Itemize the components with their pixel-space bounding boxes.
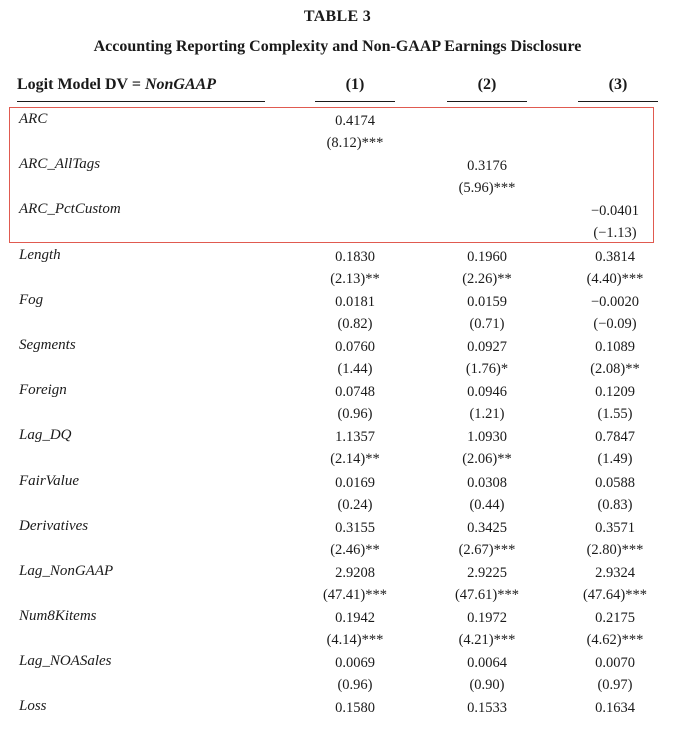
t-statistic: (0.97) bbox=[597, 677, 633, 694]
t-statistic: (0.82) bbox=[337, 315, 373, 332]
t-statistic bbox=[442, 720, 532, 740]
cell-col-3 bbox=[570, 518, 660, 560]
t-statistic: (2.67)*** bbox=[458, 541, 516, 558]
column-header-3 bbox=[578, 76, 658, 94]
header-rule bbox=[17, 101, 265, 102]
coefficient bbox=[310, 201, 400, 221]
t-statistic: (−1.13) bbox=[593, 225, 637, 242]
column-header-1-label: (1) bbox=[345, 76, 365, 93]
coefficient: 0.3176 bbox=[467, 158, 507, 175]
t-statistic: (4.62)*** bbox=[586, 632, 644, 649]
variable-name: ARC_PctCustom bbox=[19, 201, 121, 218]
cell-col-2 bbox=[442, 608, 532, 650]
t-statistic: (−0.09) bbox=[593, 315, 637, 332]
coefficient: 0.0069 bbox=[335, 655, 375, 672]
cell-col-1 bbox=[310, 201, 400, 243]
coefficient: −0.0401 bbox=[590, 203, 640, 220]
coefficient: 0.1089 bbox=[595, 338, 635, 355]
t-statistic: (0.71) bbox=[469, 315, 505, 332]
coefficient: 1.0930 bbox=[467, 429, 507, 446]
variable-name: Lag_NonGAAP bbox=[19, 562, 114, 579]
cell-col-3 bbox=[570, 608, 660, 650]
t-statistic: (2.13)** bbox=[330, 270, 380, 287]
column-header-1-rule bbox=[315, 101, 395, 102]
cell-col-3 bbox=[570, 201, 660, 243]
variable-name: Fog bbox=[19, 291, 44, 308]
t-statistic: (0.96) bbox=[337, 406, 373, 423]
coefficient: 0.0588 bbox=[595, 474, 635, 491]
table-row bbox=[0, 292, 675, 337]
column-header-2 bbox=[447, 76, 527, 94]
table-row bbox=[0, 337, 675, 382]
coefficient bbox=[442, 201, 532, 221]
variable-name: ARC_AllTags bbox=[19, 156, 101, 173]
t-statistic: (4.14)*** bbox=[326, 632, 384, 649]
table-row bbox=[0, 518, 675, 563]
variable-name: Num8Kitems bbox=[19, 608, 97, 625]
coefficient: 0.0760 bbox=[335, 338, 375, 355]
cell-col-2 bbox=[442, 201, 532, 243]
t-statistic: (2.08)** bbox=[590, 360, 640, 377]
cell-col-2 bbox=[442, 247, 532, 289]
coefficient bbox=[442, 111, 532, 131]
coefficient: 2.9208 bbox=[335, 564, 375, 581]
table-row bbox=[0, 156, 675, 201]
column-header-2-rule bbox=[447, 101, 527, 102]
t-statistic: (4.21)*** bbox=[458, 632, 516, 649]
cell-col-2 bbox=[442, 698, 532, 740]
cell-col-3 bbox=[570, 337, 660, 379]
coefficient: 0.2175 bbox=[595, 610, 635, 627]
cell-col-2 bbox=[442, 518, 532, 560]
t-statistic: (2.26)** bbox=[462, 270, 512, 287]
coefficient: 0.0169 bbox=[335, 474, 375, 491]
variable-name: Length bbox=[19, 246, 61, 263]
cell-col-1 bbox=[310, 427, 400, 469]
cell-col-3 bbox=[570, 382, 660, 424]
coefficient: 0.1960 bbox=[467, 248, 507, 265]
coefficient: 0.7847 bbox=[595, 429, 635, 446]
t-statistic: (1.21) bbox=[469, 406, 505, 423]
column-header-1 bbox=[315, 76, 395, 94]
coefficient: 0.3155 bbox=[335, 519, 375, 536]
coefficient: 0.1942 bbox=[335, 610, 375, 627]
cell-col-2 bbox=[442, 111, 532, 153]
table-row bbox=[0, 382, 675, 427]
t-statistic bbox=[570, 178, 660, 198]
coefficient bbox=[570, 156, 660, 176]
t-statistic: (1.44) bbox=[337, 360, 373, 377]
model-label-var: NonGAAP bbox=[144, 76, 217, 93]
coefficient: 0.0748 bbox=[335, 384, 375, 401]
cell-col-3 bbox=[570, 247, 660, 289]
cell-col-1 bbox=[310, 292, 400, 334]
t-statistic: (47.41)*** bbox=[322, 586, 388, 603]
coefficient: 0.1634 bbox=[595, 700, 635, 717]
cell-col-3 bbox=[570, 653, 660, 695]
coefficient: 0.4174 bbox=[335, 113, 375, 129]
cell-col-2 bbox=[442, 473, 532, 515]
coefficient: 0.3571 bbox=[595, 519, 635, 536]
t-statistic: (2.06)** bbox=[462, 451, 512, 468]
t-statistic: (0.90) bbox=[469, 677, 505, 694]
t-statistic: (8.12)*** bbox=[326, 135, 384, 151]
cell-col-1 bbox=[310, 382, 400, 424]
cell-col-3 bbox=[570, 427, 660, 469]
coefficient: 0.0070 bbox=[595, 655, 635, 672]
coefficient: 2.9225 bbox=[467, 564, 507, 581]
table-body bbox=[0, 111, 675, 744]
coefficient: 0.1972 bbox=[467, 610, 507, 627]
variable-name: Segments bbox=[19, 336, 76, 353]
table-row bbox=[0, 201, 675, 246]
cell-col-3 bbox=[570, 156, 660, 198]
cell-col-1 bbox=[310, 156, 400, 198]
table-row bbox=[0, 608, 675, 653]
t-statistic: (0.96) bbox=[337, 677, 373, 694]
column-header-3-label: (3) bbox=[608, 76, 628, 93]
t-statistic: (0.83) bbox=[597, 496, 633, 513]
coefficient: 0.0159 bbox=[467, 293, 507, 310]
t-statistic: (0.24) bbox=[337, 496, 373, 513]
cell-col-2 bbox=[442, 292, 532, 334]
cell-col-3 bbox=[570, 473, 660, 515]
cell-col-2 bbox=[442, 382, 532, 424]
coefficient: 0.0927 bbox=[467, 338, 507, 355]
variable-name: Lag_NOASales bbox=[19, 653, 112, 670]
table-row bbox=[0, 111, 675, 156]
cell-col-1 bbox=[310, 653, 400, 695]
table-row bbox=[0, 563, 675, 608]
cell-col-2 bbox=[442, 337, 532, 379]
t-statistic bbox=[310, 223, 400, 243]
coefficient: 0.3814 bbox=[595, 248, 635, 265]
variable-name: FairValue bbox=[19, 472, 79, 489]
coefficient: 0.1209 bbox=[595, 384, 635, 401]
column-header-3-rule bbox=[578, 101, 658, 102]
variable-name: Loss bbox=[19, 698, 47, 715]
t-statistic: (2.14)** bbox=[330, 451, 380, 468]
t-statistic bbox=[570, 133, 660, 153]
t-statistic: (4.40)*** bbox=[586, 270, 644, 287]
model-label-prefix: Logit Model DV = bbox=[17, 76, 145, 93]
coefficient: 0.0308 bbox=[467, 474, 507, 491]
cell-col-3 bbox=[570, 563, 660, 605]
cell-col-1 bbox=[310, 698, 400, 740]
t-statistic bbox=[310, 178, 400, 198]
coefficient: 2.9324 bbox=[595, 564, 635, 581]
cell-col-1 bbox=[310, 563, 400, 605]
t-statistic bbox=[442, 223, 532, 243]
table-row bbox=[0, 247, 675, 292]
cell-col-1 bbox=[310, 247, 400, 289]
table-title: TABLE 3 bbox=[303, 8, 372, 25]
t-statistic: (5.96)*** bbox=[458, 180, 516, 197]
table-row bbox=[0, 653, 675, 698]
coefficient: 0.0181 bbox=[335, 293, 375, 310]
t-statistic: (1.76)* bbox=[465, 360, 509, 377]
cell-col-2 bbox=[442, 156, 532, 198]
cell-col-3 bbox=[570, 698, 660, 740]
coefficient: 0.0064 bbox=[467, 655, 507, 672]
cell-col-1 bbox=[310, 473, 400, 515]
t-statistic: (1.55) bbox=[597, 406, 633, 423]
column-header-2-label: (2) bbox=[477, 76, 497, 93]
cell-col-1 bbox=[310, 111, 400, 153]
table-row bbox=[0, 427, 675, 472]
cell-col-3 bbox=[570, 111, 660, 153]
coefficient: 1.1357 bbox=[335, 429, 375, 446]
t-statistic: (47.61)*** bbox=[454, 586, 520, 603]
table-row bbox=[0, 698, 675, 743]
t-statistic bbox=[310, 720, 400, 740]
t-statistic bbox=[570, 720, 660, 740]
t-statistic: (0.44) bbox=[469, 496, 505, 513]
coefficient: 0.1580 bbox=[335, 700, 375, 717]
cell-col-1 bbox=[310, 518, 400, 560]
t-statistic: (2.80)*** bbox=[586, 541, 644, 558]
coefficient: 0.1830 bbox=[335, 248, 375, 265]
cell-col-1 bbox=[310, 608, 400, 650]
variable-name: Foreign bbox=[19, 382, 67, 399]
cell-col-1 bbox=[310, 337, 400, 379]
coefficient: 0.0946 bbox=[467, 384, 507, 401]
t-statistic: (2.46)** bbox=[330, 541, 380, 558]
table-subtitle: Accounting Reporting Complexity and Non-GAAP Earnings Disclosure bbox=[93, 38, 582, 55]
cell-col-2 bbox=[442, 427, 532, 469]
model-label bbox=[17, 76, 216, 94]
cell-col-2 bbox=[442, 563, 532, 605]
t-statistic bbox=[442, 133, 532, 153]
coefficient bbox=[570, 111, 660, 131]
table-row bbox=[0, 473, 675, 518]
t-statistic: (1.49) bbox=[597, 451, 633, 468]
cell-col-2 bbox=[442, 653, 532, 695]
coefficient: 0.3425 bbox=[467, 519, 507, 536]
coefficient: −0.0020 bbox=[590, 293, 640, 310]
variable-name: Lag_DQ bbox=[19, 427, 72, 444]
variable-name: Derivatives bbox=[19, 517, 89, 534]
t-statistic: (47.64)*** bbox=[582, 586, 648, 603]
variable-name: ARC bbox=[19, 111, 48, 127]
coefficient bbox=[310, 156, 400, 176]
coefficient: 0.1533 bbox=[467, 700, 507, 717]
cell-col-3 bbox=[570, 292, 660, 334]
